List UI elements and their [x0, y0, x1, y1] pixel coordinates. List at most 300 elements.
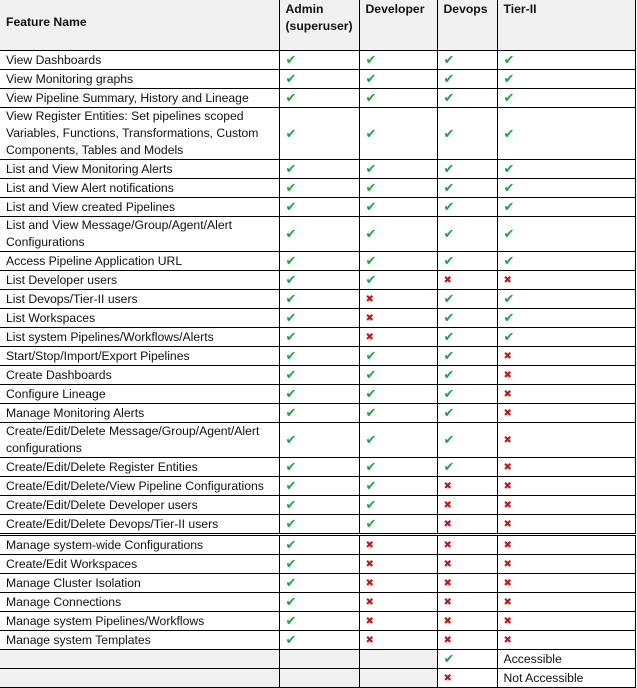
cross-mark-icon: ✖: [503, 275, 512, 286]
feature-name-cell: Access Pipeline Application URL: [0, 252, 279, 271]
table-row: [0, 477, 635, 496]
header-developer: Developer: [359, 0, 437, 51]
access-cell-tier-ii: [497, 309, 635, 328]
feature-name-cell: Create/Edit/Delete Message/Group/Agent/Alert configurations: [0, 423, 279, 458]
access-cell-tier-ii: [497, 496, 635, 515]
access-cell-tier-ii: [497, 179, 635, 198]
feature-name-cell: Manage system Templates: [0, 631, 279, 650]
access-cell-admin: [279, 217, 359, 252]
access-cell-devops: [437, 385, 497, 404]
access-cell-developer: [359, 631, 437, 650]
access-cell-developer: [359, 535, 437, 555]
cross-mark-icon: ✖: [365, 597, 374, 608]
check-mark-icon: ✔: [285, 199, 297, 214]
access-cell-developer: [359, 160, 437, 179]
check-mark-icon: ✔: [503, 310, 515, 325]
check-mark-icon: ✔: [503, 90, 515, 105]
access-cell-tier-ii: [497, 385, 635, 404]
check-mark-icon: ✔: [503, 291, 515, 306]
access-cell-admin: [279, 496, 359, 515]
access-cell-tier-ii: [497, 612, 635, 631]
cross-mark-icon: ✖: [503, 351, 512, 362]
access-cell-tier-ii: [497, 217, 635, 252]
check-mark-icon: ✔: [285, 459, 297, 474]
check-mark-icon: ✔: [285, 367, 297, 382]
cross-mark-icon: ✖: [443, 500, 452, 511]
legend-empty-cell: [0, 669, 279, 688]
feature-name-cell: List and View Monitoring Alerts: [0, 160, 279, 179]
header-devops: Devops: [437, 0, 497, 51]
access-cell-admin: [279, 574, 359, 593]
access-cell-admin: [279, 612, 359, 631]
check-mark-icon: ✔: [285, 310, 297, 325]
check-mark-icon: ✔: [443, 180, 455, 195]
check-mark-icon: ✔: [365, 516, 377, 531]
check-mark-icon: ✔: [285, 52, 297, 67]
access-cell-devops: [437, 51, 497, 70]
access-cell-devops: [437, 252, 497, 271]
access-cell-devops: [437, 593, 497, 612]
check-mark-icon: ✔: [285, 125, 297, 141]
feature-name-cell: List and View created Pipelines: [0, 198, 279, 217]
check-mark-icon: ✔: [285, 272, 297, 287]
table-row: [0, 458, 635, 477]
table-row: [0, 179, 635, 198]
feature-name-cell: View Monitoring graphs: [0, 70, 279, 89]
cross-mark-icon: ✖: [365, 540, 374, 551]
check-mark-icon: ✔: [503, 71, 515, 86]
access-cell-devops: [437, 70, 497, 89]
check-mark-icon: ✔: [365, 71, 377, 86]
table-row: [0, 612, 635, 631]
check-mark-icon: ✔: [503, 180, 515, 195]
feature-name-cell: List and View Alert notifications: [0, 179, 279, 198]
cross-mark-icon: ✖: [443, 481, 452, 492]
header-row: [0, 0, 635, 51]
check-mark-icon: ✔: [365, 348, 377, 363]
check-mark-icon: ✔: [365, 497, 377, 512]
access-cell-developer: [359, 198, 437, 217]
header-feature-name: Feature Name: [0, 0, 279, 51]
access-cell-tier-ii: [497, 423, 635, 458]
check-mark-icon: ✔: [443, 651, 455, 666]
cross-mark-icon: ✖: [503, 370, 512, 381]
access-cell-tier-ii: [497, 366, 635, 385]
check-mark-icon: ✔: [285, 575, 297, 590]
check-mark-icon: ✔: [503, 253, 515, 268]
table-row: [0, 271, 635, 290]
access-cell-admin: [279, 252, 359, 271]
table-row: [0, 290, 635, 309]
cross-mark-icon: ✖: [365, 559, 374, 570]
access-cell-admin: [279, 477, 359, 496]
access-cell-developer: [359, 252, 437, 271]
table-row: [0, 574, 635, 593]
access-cell-developer: [359, 328, 437, 347]
check-mark-icon: ✔: [285, 594, 297, 609]
access-cell-devops: [437, 160, 497, 179]
check-mark-icon: ✔: [365, 405, 377, 420]
check-mark-icon: ✔: [365, 125, 377, 141]
access-cell-tier-ii: [497, 574, 635, 593]
access-cell-tier-ii: [497, 593, 635, 612]
access-cell-devops: [437, 309, 497, 328]
table-row: [0, 70, 635, 89]
cross-mark-icon: ✖: [503, 481, 512, 492]
check-mark-icon: ✔: [285, 386, 297, 401]
check-mark-icon: ✔: [285, 253, 297, 268]
cross-mark-icon: ✖: [443, 597, 452, 608]
cross-mark-icon: ✖: [365, 313, 374, 324]
feature-name-cell: Manage system Pipelines/Workflows: [0, 612, 279, 631]
access-cell-admin: [279, 385, 359, 404]
check-mark-icon: ✔: [443, 348, 455, 363]
table-row: [0, 217, 635, 252]
feature-name-cell: Manage Cluster Isolation: [0, 574, 279, 593]
access-cell-tier-ii: [497, 535, 635, 555]
access-cell-devops: [437, 612, 497, 631]
access-cell-admin: [279, 404, 359, 423]
access-cell-admin: [279, 515, 359, 535]
check-mark-icon: ✔: [285, 348, 297, 363]
cross-mark-icon: ✖: [503, 540, 512, 551]
check-mark-icon: ✔: [285, 432, 297, 447]
access-cell-developer: [359, 347, 437, 366]
cross-mark-icon: ✖: [503, 500, 512, 511]
check-mark-icon: ✔: [365, 161, 377, 176]
table-row: [0, 366, 635, 385]
feature-name-cell: View Pipeline Summary, History and Lineage: [0, 89, 279, 108]
header-admin: Admin (superuser): [279, 0, 359, 51]
check-mark-icon: ✔: [443, 291, 455, 306]
table-row: [0, 535, 635, 555]
check-mark-icon: ✔: [285, 90, 297, 105]
cross-mark-icon: ✖: [443, 673, 452, 684]
legend-empty-cell: [359, 669, 437, 688]
check-mark-icon: ✔: [503, 226, 515, 241]
cross-mark-icon: ✖: [503, 435, 512, 446]
legend-empty-cell: [279, 650, 359, 669]
access-cell-tier-ii: [497, 51, 635, 70]
cross-mark-icon: ✖: [503, 616, 512, 627]
legend-row: [0, 650, 635, 669]
access-cell-admin: [279, 631, 359, 650]
header-tier-ii: Tier-II: [497, 0, 635, 51]
check-mark-icon: ✔: [443, 226, 455, 241]
table-row: [0, 631, 635, 650]
feature-name-cell: List and View Message/Group/Agent/Alert Configurations: [0, 217, 279, 252]
cross-mark-icon: ✖: [443, 540, 452, 551]
legend-symbol-cell: [437, 669, 497, 688]
check-mark-icon: ✔: [285, 71, 297, 86]
feature-name-cell: List Developer users: [0, 271, 279, 290]
access-cell-admin: [279, 179, 359, 198]
access-cell-admin: [279, 89, 359, 108]
access-cell-tier-ii: [497, 555, 635, 574]
check-mark-icon: ✔: [443, 125, 455, 141]
access-cell-tier-ii: [497, 271, 635, 290]
legend-label: Accessible: [497, 650, 635, 669]
access-cell-developer: [359, 385, 437, 404]
access-cell-devops: [437, 477, 497, 496]
access-cell-developer: [359, 458, 437, 477]
check-mark-icon: ✔: [285, 478, 297, 493]
check-mark-icon: ✔: [443, 161, 455, 176]
access-cell-developer: [359, 89, 437, 108]
access-cell-admin: [279, 51, 359, 70]
access-cell-developer: [359, 309, 437, 328]
access-cell-devops: [437, 271, 497, 290]
cross-mark-icon: ✖: [443, 559, 452, 570]
access-cell-tier-ii: [497, 631, 635, 650]
access-cell-tier-ii: [497, 347, 635, 366]
check-mark-icon: ✔: [285, 497, 297, 512]
cross-mark-icon: ✖: [443, 616, 452, 627]
access-cell-tier-ii: [497, 290, 635, 309]
check-mark-icon: ✔: [365, 272, 377, 287]
cross-mark-icon: ✖: [503, 519, 512, 530]
access-cell-devops: [437, 458, 497, 477]
access-cell-developer: [359, 271, 437, 290]
check-mark-icon: ✔: [443, 310, 455, 325]
check-mark-icon: ✔: [365, 459, 377, 474]
table-row: [0, 404, 635, 423]
table-row: [0, 252, 635, 271]
legend-row: [0, 669, 635, 688]
cross-mark-icon: ✖: [365, 635, 374, 646]
access-cell-tier-ii: [497, 198, 635, 217]
check-mark-icon: ✔: [365, 432, 377, 447]
feature-name-cell: Create/Edit Workspaces: [0, 555, 279, 574]
cross-mark-icon: ✖: [443, 519, 452, 530]
access-cell-developer: [359, 477, 437, 496]
access-cell-admin: [279, 328, 359, 347]
access-cell-admin: [279, 535, 359, 555]
feature-name-cell: Manage Monitoring Alerts: [0, 404, 279, 423]
check-mark-icon: ✔: [365, 253, 377, 268]
access-cell-developer: [359, 423, 437, 458]
access-cell-admin: [279, 290, 359, 309]
check-mark-icon: ✔: [443, 199, 455, 214]
access-cell-admin: [279, 309, 359, 328]
access-cell-tier-ii: [497, 252, 635, 271]
feature-name-cell: List Workspaces: [0, 309, 279, 328]
access-cell-developer: [359, 574, 437, 593]
access-cell-admin: [279, 70, 359, 89]
check-mark-icon: ✔: [285, 632, 297, 647]
access-cell-developer: [359, 217, 437, 252]
access-cell-devops: [437, 496, 497, 515]
access-cell-admin: [279, 108, 359, 160]
table-row: [0, 89, 635, 108]
access-cell-developer: [359, 404, 437, 423]
cross-mark-icon: ✖: [503, 389, 512, 400]
table-body: [0, 51, 635, 688]
access-cell-developer: [359, 290, 437, 309]
table-row: [0, 198, 635, 217]
cross-mark-icon: ✖: [443, 275, 452, 286]
feature-name-cell: Create/Edit/Delete Developer users: [0, 496, 279, 515]
feature-name-cell: List system Pipelines/Workflows/Alerts: [0, 328, 279, 347]
feature-name-cell: Create/Edit/Delete/View Pipeline Configurations: [0, 477, 279, 496]
access-cell-devops: [437, 217, 497, 252]
check-mark-icon: ✔: [365, 52, 377, 67]
check-mark-icon: ✔: [285, 180, 297, 195]
access-cell-devops: [437, 89, 497, 108]
check-mark-icon: ✔: [443, 90, 455, 105]
feature-name-cell: Create/Edit/Delete Register Entities: [0, 458, 279, 477]
check-mark-icon: ✔: [443, 367, 455, 382]
access-cell-devops: [437, 347, 497, 366]
feature-name-cell: Manage system-wide Configurations: [0, 535, 279, 555]
access-cell-tier-ii: [497, 160, 635, 179]
check-mark-icon: ✔: [503, 52, 515, 67]
check-mark-icon: ✔: [503, 161, 515, 176]
cross-mark-icon: ✖: [503, 408, 512, 419]
cross-mark-icon: ✖: [503, 635, 512, 646]
cross-mark-icon: ✖: [503, 559, 512, 570]
cross-mark-icon: ✖: [503, 578, 512, 589]
legend-empty-cell: [0, 650, 279, 669]
access-cell-developer: [359, 593, 437, 612]
check-mark-icon: ✔: [285, 516, 297, 531]
access-cell-developer: [359, 108, 437, 160]
access-cell-devops: [437, 535, 497, 555]
access-cell-tier-ii: [497, 515, 635, 535]
access-cell-devops: [437, 366, 497, 385]
check-mark-icon: ✔: [503, 125, 515, 141]
access-cell-devops: [437, 555, 497, 574]
check-mark-icon: ✔: [285, 405, 297, 420]
access-cell-tier-ii: [497, 89, 635, 108]
access-cell-developer: [359, 179, 437, 198]
access-cell-tier-ii: [497, 70, 635, 89]
access-cell-admin: [279, 366, 359, 385]
cross-mark-icon: ✖: [365, 616, 374, 627]
access-cell-admin: [279, 423, 359, 458]
access-cell-developer: [359, 555, 437, 574]
access-cell-devops: [437, 108, 497, 160]
access-cell-devops: [437, 574, 497, 593]
access-cell-devops: [437, 515, 497, 535]
cross-mark-icon: ✖: [443, 635, 452, 646]
cross-mark-icon: ✖: [365, 332, 374, 343]
access-cell-admin: [279, 271, 359, 290]
access-cell-developer: [359, 496, 437, 515]
access-cell-admin: [279, 593, 359, 612]
feature-name-cell: View Register Entities: Set pipelines scoped Variables, Functions, Transformations, Custom Components, Tables and Models: [0, 108, 279, 160]
access-cell-devops: [437, 631, 497, 650]
cross-mark-icon: ✖: [443, 578, 452, 589]
check-mark-icon: ✔: [365, 386, 377, 401]
table-row: [0, 309, 635, 328]
access-cell-devops: [437, 290, 497, 309]
feature-name-cell: Start/Stop/Import/Export Pipelines: [0, 347, 279, 366]
table-row: [0, 51, 635, 70]
legend-empty-cell: [359, 650, 437, 669]
table-row: [0, 328, 635, 347]
access-cell-admin: [279, 458, 359, 477]
cross-mark-icon: ✖: [365, 294, 374, 305]
legend-label: Not Accessible: [497, 669, 635, 688]
access-cell-tier-ii: [497, 404, 635, 423]
check-mark-icon: ✔: [285, 291, 297, 306]
legend-empty-cell: [279, 669, 359, 688]
table-row: [0, 555, 635, 574]
access-cell-developer: [359, 366, 437, 385]
access-cell-developer: [359, 51, 437, 70]
feature-name-cell: View Dashboards: [0, 51, 279, 70]
access-cell-tier-ii: [497, 108, 635, 160]
check-mark-icon: ✔: [443, 329, 455, 344]
check-mark-icon: ✔: [443, 253, 455, 268]
table-row: [0, 593, 635, 612]
table-row: [0, 515, 635, 535]
access-cell-devops: [437, 179, 497, 198]
check-mark-icon: ✔: [365, 478, 377, 493]
feature-name-cell: Configure Lineage: [0, 385, 279, 404]
access-cell-admin: [279, 198, 359, 217]
access-cell-developer: [359, 612, 437, 631]
access-cell-admin: [279, 555, 359, 574]
check-mark-icon: ✔: [365, 226, 377, 241]
check-mark-icon: ✔: [503, 329, 515, 344]
access-cell-admin: [279, 160, 359, 179]
access-cell-devops: [437, 328, 497, 347]
access-cell-devops: [437, 404, 497, 423]
check-mark-icon: ✔: [285, 613, 297, 628]
check-mark-icon: ✔: [443, 52, 455, 67]
table-row: [0, 496, 635, 515]
access-cell-admin: [279, 347, 359, 366]
check-mark-icon: ✔: [285, 161, 297, 176]
check-mark-icon: ✔: [365, 199, 377, 214]
table-row: [0, 423, 635, 458]
check-mark-icon: ✔: [503, 199, 515, 214]
check-mark-icon: ✔: [443, 405, 455, 420]
check-mark-icon: ✔: [443, 459, 455, 474]
table-row: [0, 347, 635, 366]
check-mark-icon: ✔: [285, 556, 297, 571]
check-mark-icon: ✔: [365, 90, 377, 105]
feature-name-cell: Create Dashboards: [0, 366, 279, 385]
check-mark-icon: ✔: [365, 180, 377, 195]
check-mark-icon: ✔: [285, 329, 297, 344]
table-row: [0, 160, 635, 179]
access-cell-tier-ii: [497, 328, 635, 347]
table-row: [0, 385, 635, 404]
check-mark-icon: ✔: [443, 71, 455, 86]
access-cell-developer: [359, 70, 437, 89]
feature-name-cell: Create/Edit/Delete Devops/Tier-II users: [0, 515, 279, 535]
check-mark-icon: ✔: [443, 386, 455, 401]
check-mark-icon: ✔: [365, 367, 377, 382]
feature-name-cell: Manage Connections: [0, 593, 279, 612]
table-row: [0, 108, 635, 160]
access-cell-devops: [437, 198, 497, 217]
cross-mark-icon: ✖: [503, 597, 512, 608]
check-mark-icon: ✔: [443, 432, 455, 447]
legend-symbol-cell: [437, 650, 497, 669]
cross-mark-icon: ✖: [503, 462, 512, 473]
cross-mark-icon: ✖: [365, 578, 374, 589]
access-cell-devops: [437, 423, 497, 458]
check-mark-icon: ✔: [285, 537, 297, 552]
access-cell-developer: [359, 515, 437, 535]
access-cell-tier-ii: [497, 477, 635, 496]
check-mark-icon: ✔: [285, 226, 297, 241]
access-cell-tier-ii: [497, 458, 635, 477]
